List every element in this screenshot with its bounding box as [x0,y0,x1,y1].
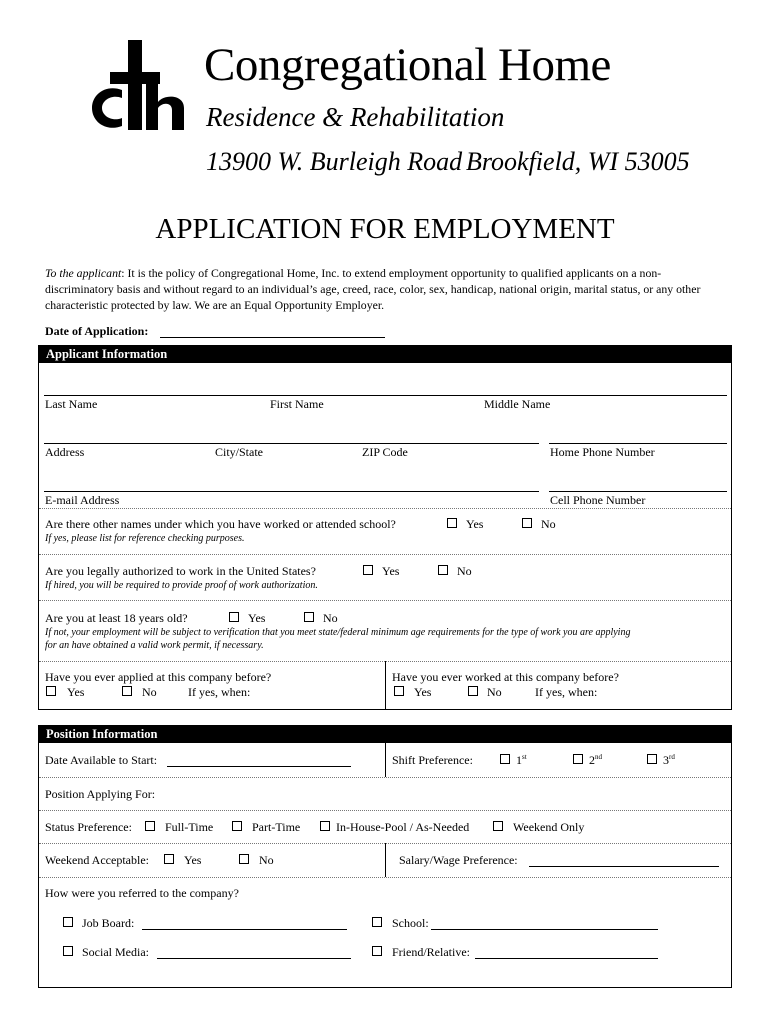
age-yes-checkbox[interactable] [229,612,239,622]
middle-name-label: Middle Name [484,397,551,411]
shift-3rd-checkbox[interactable] [647,754,657,764]
friend-relative-field[interactable] [475,958,658,959]
applicant-information-heading: Applicant Information [39,346,731,363]
column-divider [385,843,386,877]
last-name-label: Last Name [45,397,98,411]
date-of-application-label: Date of Application: [45,324,149,338]
intro-paragraph [45,265,727,313]
referral-question: How were you referred to the company? [45,886,239,900]
column-divider [385,661,386,709]
applied-before-question: Have you ever applied at this company before? [45,670,272,684]
address-field[interactable] [44,443,539,444]
other-names-no-label: No [541,517,556,531]
divider [39,600,731,601]
social-media-field[interactable] [157,958,351,959]
applicant-information-section [38,345,732,710]
weekend-no-label: No [259,853,274,867]
school-checkbox[interactable] [372,917,382,927]
date-available-field[interactable] [167,766,351,767]
date-of-application-field[interactable] [160,337,385,338]
date-available-label: Date Available to Start: [45,753,158,767]
weekend-yes-label: Yes [184,853,202,867]
shift-1st-label: 1st [516,753,527,767]
shift-1st-checkbox[interactable] [500,754,510,764]
friend-relative-label: Friend/Relative: [392,945,470,959]
work-authorization-note: If hired, you will be required to provide proof of work authorization. [45,580,318,591]
worked-no-checkbox[interactable] [468,686,478,696]
home-phone-field[interactable] [549,443,727,444]
other-names-question: Are there other names under which you have worked or attended school? [45,517,396,531]
first-name-label: First Name [270,397,324,411]
part-time-checkbox[interactable] [232,821,242,831]
address-label: Address [45,445,85,459]
social-media-checkbox[interactable] [63,946,73,956]
congregational-home-logo [88,40,188,132]
divider [39,554,731,555]
age-note-line-2: for an have obtained a valid work permit, if necessary. [45,640,264,651]
weekend-only-label: Weekend Only [513,820,585,834]
home-phone-label: Home Phone Number [550,445,655,459]
salary-preference-field[interactable] [529,866,719,867]
name-field[interactable] [44,395,727,396]
age-note-line-1: If not, your employment will be subject to verification that you meet state/federal minimum age requirements for the type of work you are applying [45,627,631,638]
intro-lead: To the applicant [45,266,122,280]
worked-no-label: No [487,685,502,699]
job-board-field[interactable] [142,929,347,930]
weekend-no-checkbox[interactable] [239,854,249,864]
in-house-pool-checkbox[interactable] [320,821,330,831]
city-state-label: City/State [215,445,263,459]
position-information-heading: Position Information [39,726,731,743]
org-name: Congregational Home [204,39,611,91]
position-applying-for-label: Position Applying For: [45,787,156,801]
org-subtitle: Residence & Rehabilitation [206,102,505,132]
salary-preference-label: Salary/Wage Preference: [399,853,518,867]
worked-yes-checkbox[interactable] [394,686,404,696]
position-information-section [38,725,732,988]
authorized-yes-checkbox[interactable] [363,565,373,575]
authorized-yes-label: Yes [382,564,400,578]
in-house-pool-label: In-House-Pool / As-Needed [336,820,470,834]
full-time-label: Full-Time [165,820,214,834]
applied-yes-label: Yes [67,685,85,699]
school-field[interactable] [431,929,658,930]
job-board-label: Job Board: [82,916,135,930]
email-label: E-mail Address [45,493,120,507]
worked-when-label: If yes, when: [535,685,598,699]
age-no-checkbox[interactable] [304,612,314,622]
cell-phone-field[interactable] [549,491,727,492]
org-street-address: 13900 W. Burleigh Road [206,147,463,176]
applied-no-checkbox[interactable] [122,686,132,696]
zip-label: ZIP Code [362,445,408,459]
cell-phone-label: Cell Phone Number [550,493,646,507]
age-question: Are you at least 18 years old? [45,611,188,625]
applied-no-label: No [142,685,157,699]
friend-relative-checkbox[interactable] [372,946,382,956]
applied-when-label: If yes, when: [188,685,251,699]
applied-yes-checkbox[interactable] [46,686,56,696]
authorized-no-checkbox[interactable] [438,565,448,575]
org-city-address: Brookfield, WI 53005 [466,147,690,176]
divider [39,777,731,778]
shift-preference-label: Shift Preference: [392,753,473,767]
social-media-label: Social Media: [82,945,149,959]
weekend-only-checkbox[interactable] [493,821,503,831]
other-names-yes-label: Yes [466,517,484,531]
status-preference-label: Status Preference: [45,820,132,834]
authorized-no-label: No [457,564,472,578]
intro-text: : It is the policy of Congregational Home, Inc. to extend employment opportunity to qualified applicants on a non-discriminatory basis and without regard to an individual’s age, creed, race, color, sex, handicap, national origin, marital status, or any other characteristic protected by law. We are an Equal Opportunity Employer. [45,266,701,312]
divider [39,877,731,878]
column-divider [385,743,386,777]
other-names-no-checkbox[interactable] [522,518,532,528]
other-names-note: If yes, please list for reference checking purposes. [45,533,245,544]
full-time-checkbox[interactable] [145,821,155,831]
divider [39,810,731,811]
part-time-label: Part-Time [252,820,301,834]
divider [39,508,731,509]
worked-yes-label: Yes [414,685,432,699]
shift-2nd-checkbox[interactable] [573,754,583,764]
weekend-acceptable-label: Weekend Acceptable: [45,853,149,867]
other-names-yes-checkbox[interactable] [447,518,457,528]
age-yes-label: Yes [248,611,266,625]
worked-before-question: Have you ever worked at this company before? [392,670,619,684]
weekend-yes-checkbox[interactable] [164,854,174,864]
work-authorization-question: Are you legally authorized to work in the United States? [45,564,316,578]
age-no-label: No [323,611,338,625]
school-label: School: [392,916,429,930]
job-board-checkbox[interactable] [63,917,73,927]
form-title: APPLICATION FOR EMPLOYMENT [155,213,615,245]
shift-2nd-label: 2nd [589,753,602,767]
shift-3rd-label: 3rd [663,753,675,767]
email-field[interactable] [44,491,539,492]
